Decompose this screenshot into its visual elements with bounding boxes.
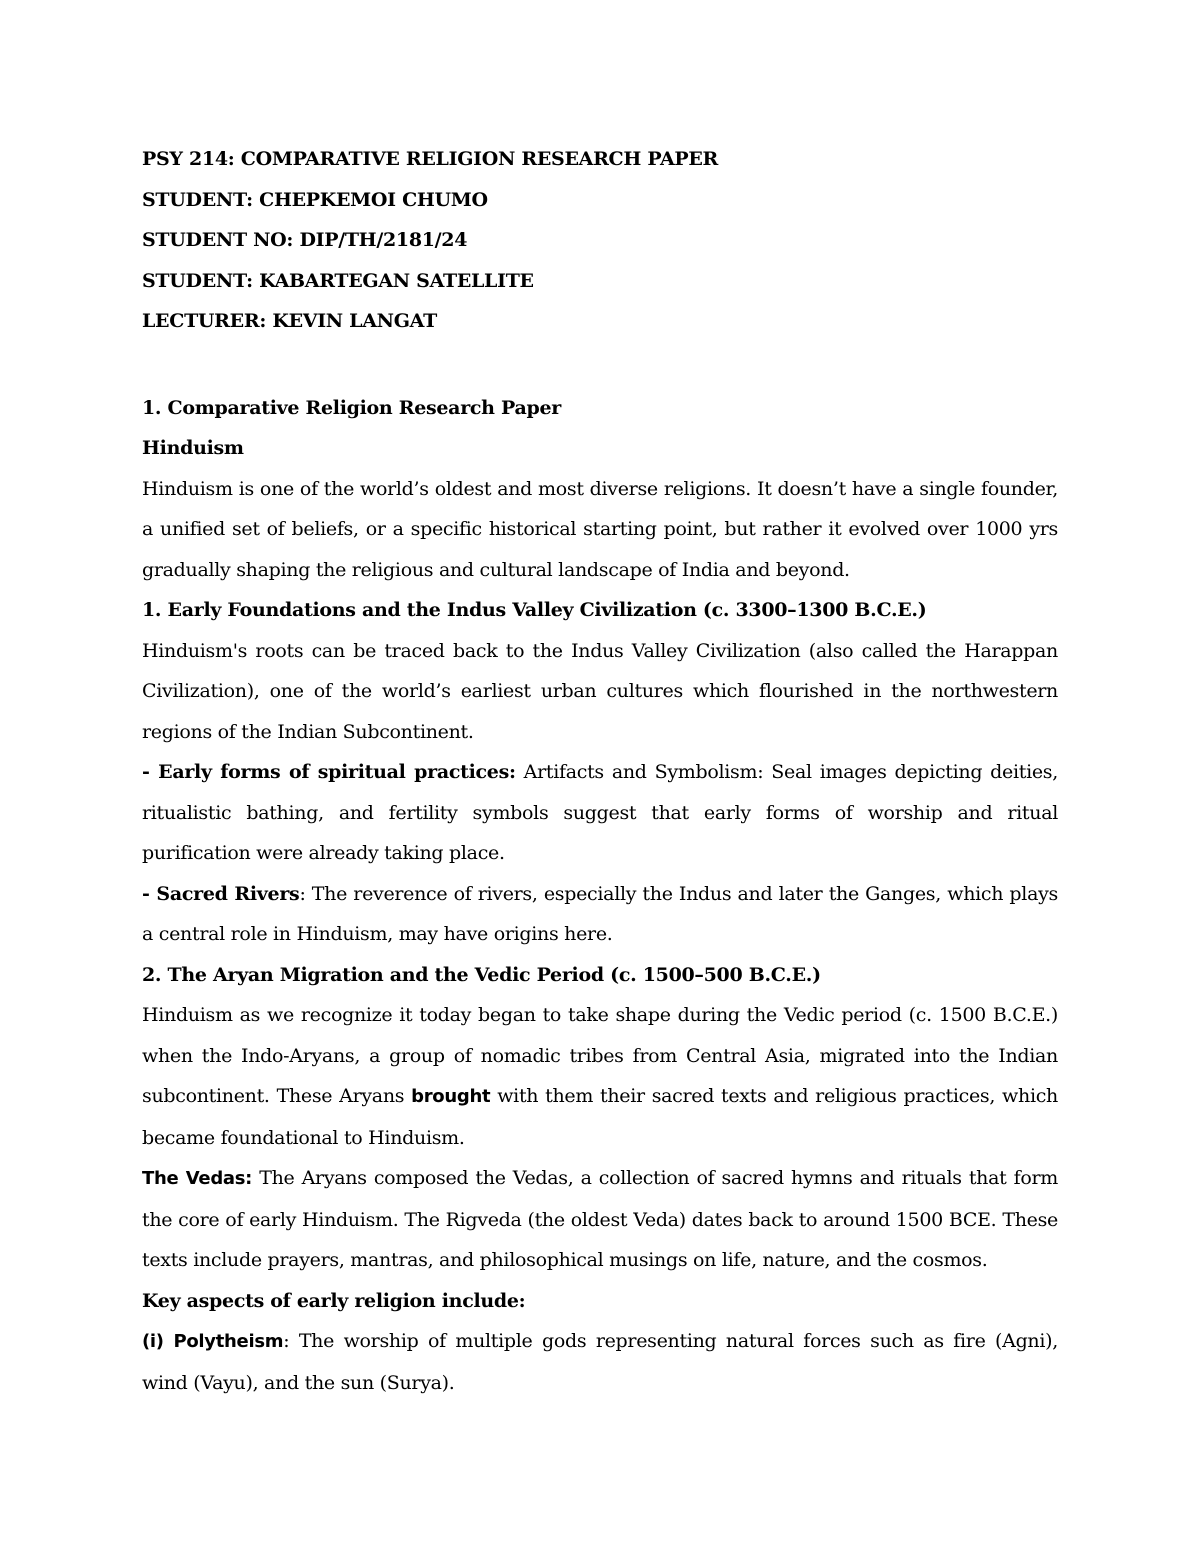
section-2-text-b: with them their sacred texts and religious practices, which became foundational to Hinduism. xyxy=(142,1085,1058,1149)
section-2-paragraph xyxy=(142,995,1058,1158)
document-page xyxy=(142,140,1058,1403)
vedas-paragraph xyxy=(142,1158,1058,1281)
lecturer-name: LECTURER: KEVIN LANGAT xyxy=(142,310,437,332)
polytheism-paragraph xyxy=(142,1321,1058,1403)
student-campus: STUDENT: KABARTEGAN SATELLITE xyxy=(142,269,534,292)
polytheism-label: (i) Polytheism xyxy=(142,1331,284,1352)
bullet-sacred-rivers-label: - Sacred Rivers xyxy=(142,882,300,905)
hinduism-heading: Hinduism xyxy=(142,437,244,459)
section-2-bold-word: brought xyxy=(411,1086,491,1107)
section-2-heading: 2. The Aryan Migration and the Vedic Period (c. 1500–500 B.C.E.) xyxy=(142,963,821,986)
vedas-label: The Vedas: xyxy=(142,1168,253,1189)
section-2-text-a: Hinduism as we recognize it today began to take shape during the Vedic period (c. 1500 B.C.E.) when the Indo-Aryans, a group of nomadic tribes from Central Asia, migrated into the Indian subcontinent. These Aryans xyxy=(142,1004,1058,1107)
section-1-heading: 1. Early Foundations and the Indus Valley Civilization (c. 3300–1300 B.C.E.) xyxy=(142,599,927,621)
bullet-early-practices-text: Artifacts and Symbolism: Seal images depicting deities, ritualistic bathing, and fertility symbols suggest that early forms of worship and ritual purification were already taking place. xyxy=(142,761,1058,864)
section-1-paragraph: Hinduism's roots can be traced back to the Indus Valley Civilization (also called the Harappan Civilization), one of the world’s earliest urban cultures which flourished in the northwestern regions of the Indian Subcontinent. xyxy=(142,639,1058,743)
intro-paragraph: Hinduism is one of the world’s oldest and most diverse religions. It doesn’t have a single founder, a unified set of beliefs, or a specific historical starting point, but rather it evolved over 1000 yrs gradually shaping the religious and cultural landscape of India and beyond. xyxy=(142,477,1058,581)
bullet-sacred-rivers-text: : The reverence of rivers, especially the Indus and later the Ganges, which plays a central role in Hinduism, may have origins here. xyxy=(142,882,1058,945)
vedas-text: The Aryans composed the Vedas, a collection of sacred hymns and rituals that form the core of early Hinduism. The Rigveda (the oldest Veda) dates back to around 1500 BCE. These texts include prayers, mantras, and philosophical musings on life, nature, and the cosmos. xyxy=(142,1167,1058,1271)
course-title: PSY 214: COMPARATIVE RELIGION RESEARCH PAPER xyxy=(142,148,719,170)
key-aspects-heading: Key aspects of early religion include: xyxy=(142,1289,526,1312)
student-name: STUDENT: CHEPKEMOI CHUMO xyxy=(142,188,488,211)
bullet-early-practices xyxy=(142,752,1058,874)
main-heading: 1. Comparative Religion Research Paper xyxy=(142,396,561,419)
student-number: STUDENT NO: DIP/TH/2181/24 xyxy=(142,229,468,251)
bullet-early-practices-label: - Early forms of spiritual practices: xyxy=(142,761,516,783)
polytheism-text: : The worship of multiple gods representing natural forces such as fire (Agni), wind (Vayu), and the sun (Surya). xyxy=(142,1330,1058,1394)
bullet-sacred-rivers xyxy=(142,874,1058,955)
